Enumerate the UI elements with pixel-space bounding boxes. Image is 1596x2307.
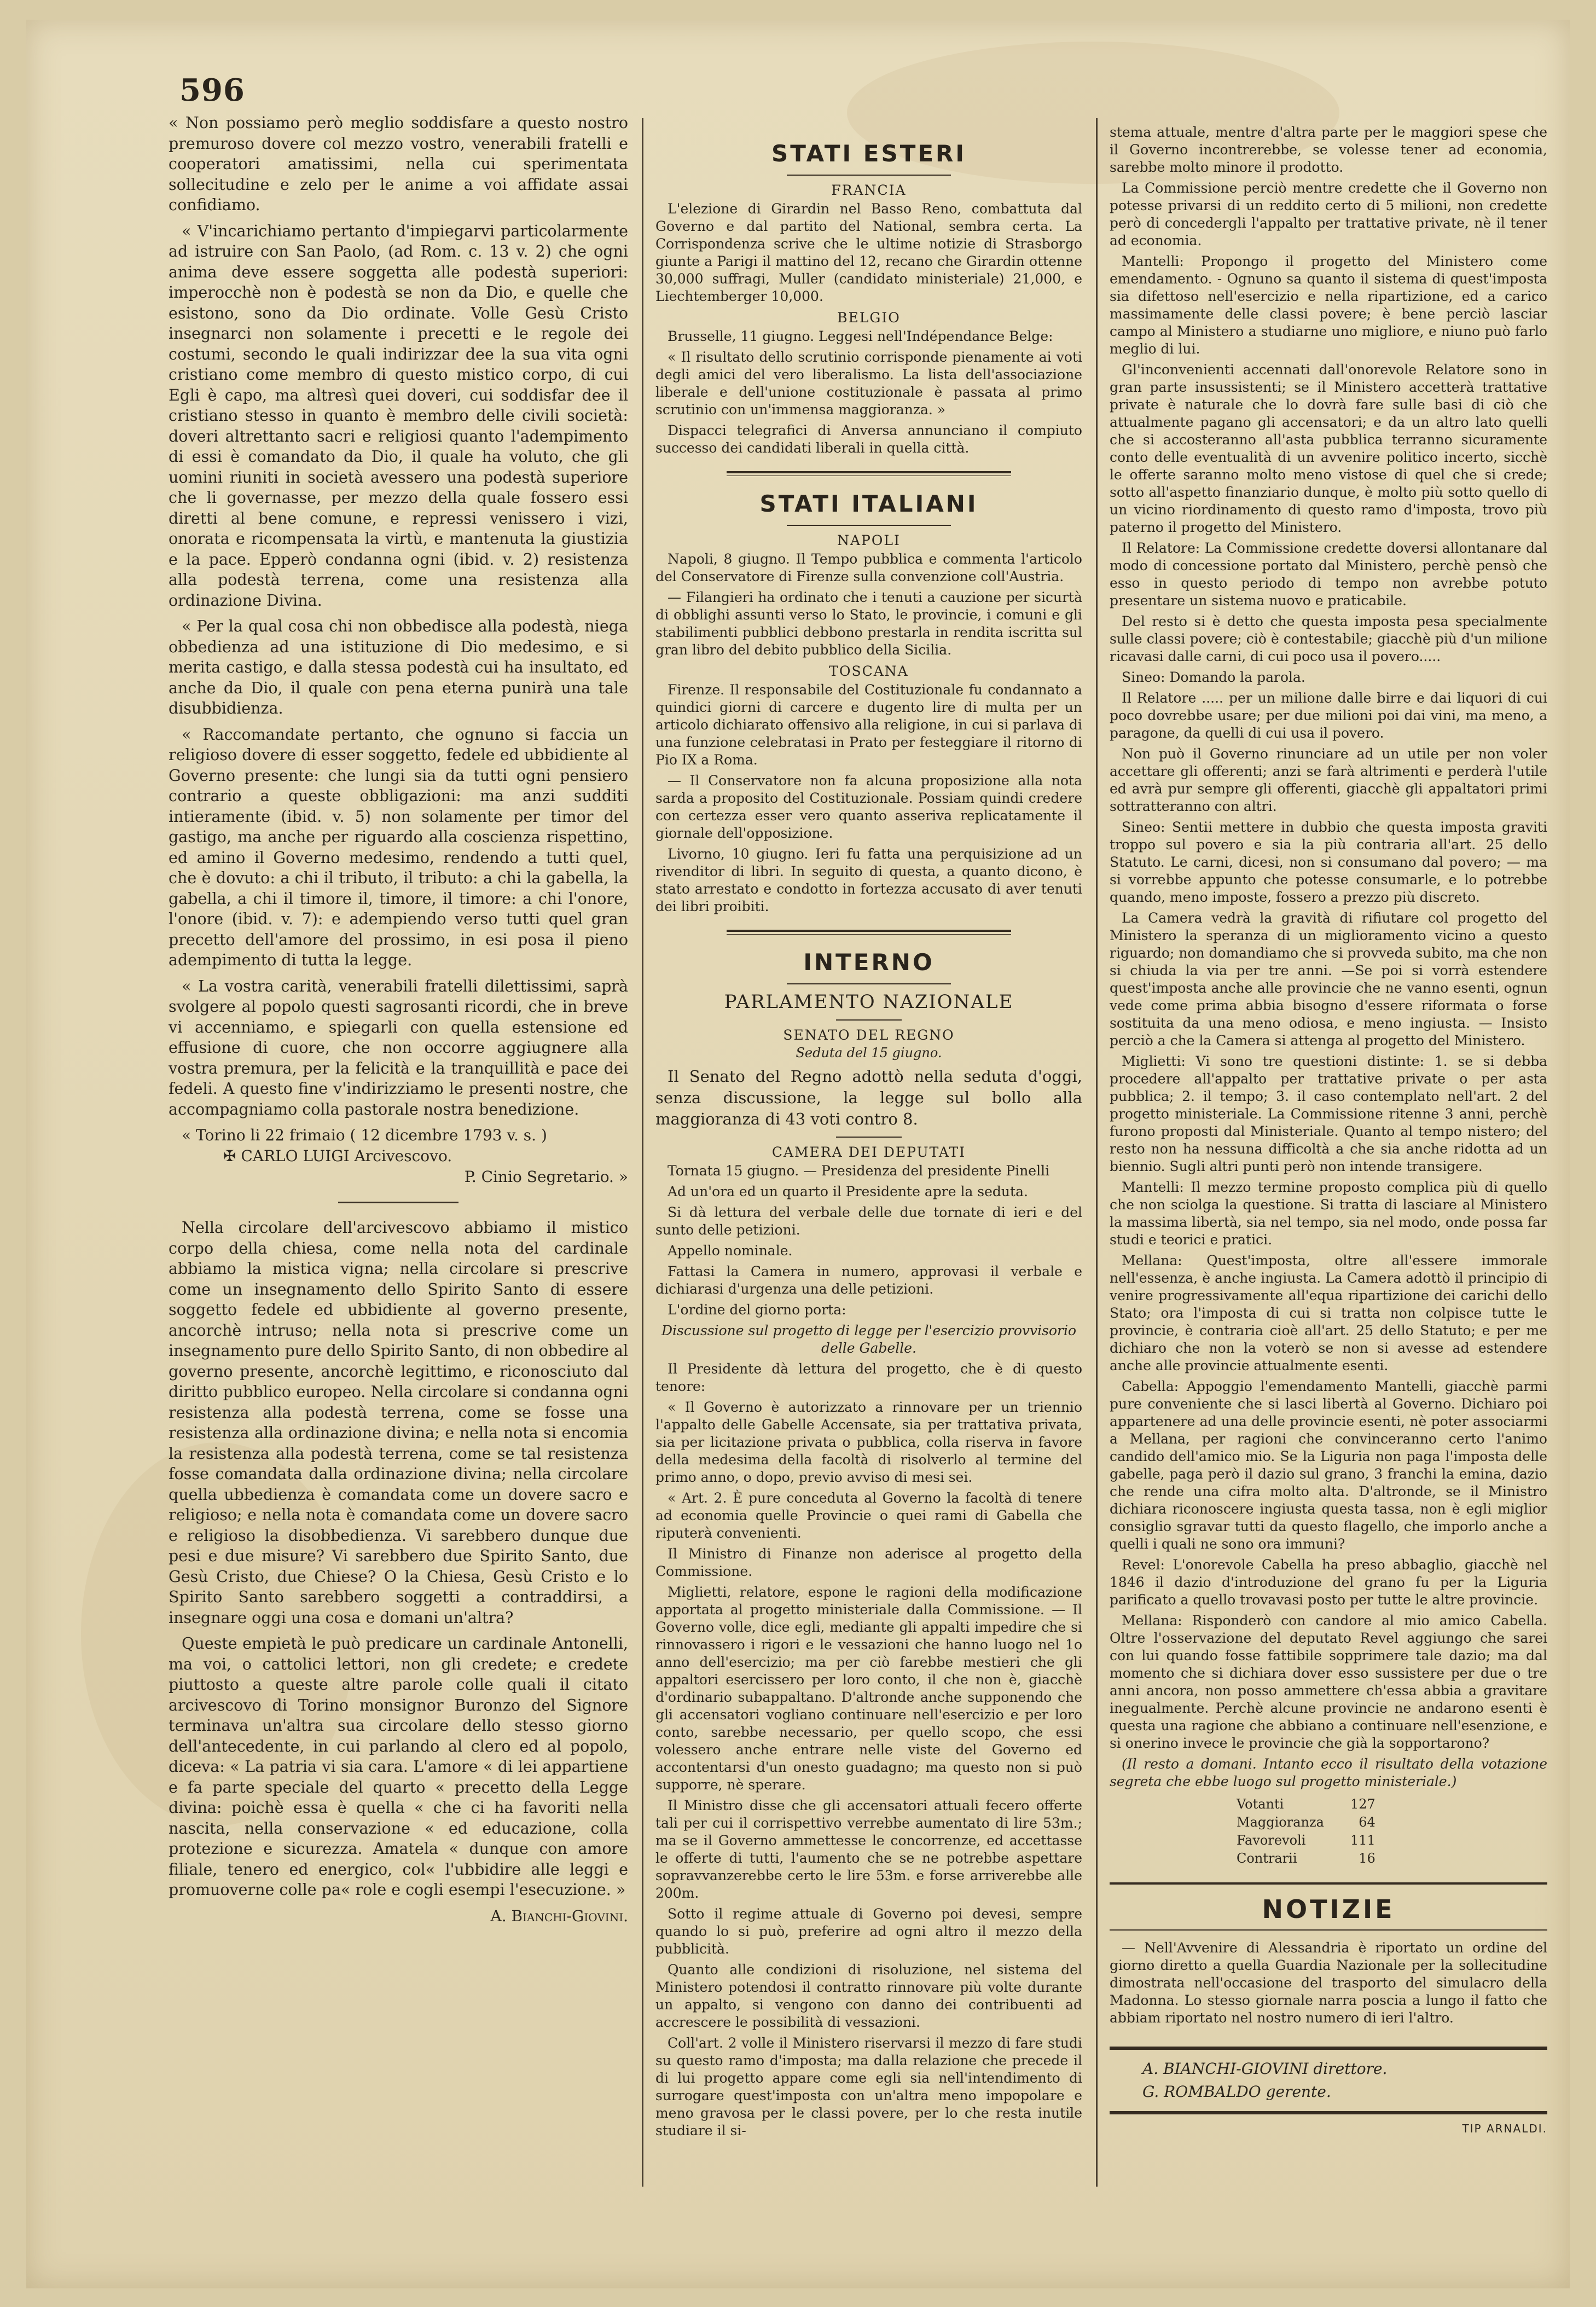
vote-value: 64	[1359, 1815, 1376, 1830]
paragraph: Napoli, 8 giugno. Il Tempo pubblica e commenta l'articolo del Conservatore di Firenze sulla convenzione coll'Austria.	[655, 551, 1082, 584]
column-middle	[655, 124, 1082, 2143]
paragraph: Il Relatore: La Commissione credette doversi allontanare dal modo di concessione portato dal Ministero, perchè pensò che esso in questo periodo di tempo non avrebbe potuto presentare un sistema nuovo e praticabile.	[1110, 540, 1547, 608]
parlamento-heading: PARLAMENTO NAZIONALE	[724, 991, 1014, 1013]
manager: G. ROMBALDO gerente.	[1142, 2083, 1331, 2101]
table-row	[1237, 1850, 1384, 1867]
paragraph: Il Presidente dà lettura del progetto, che è di questo tenore:	[655, 1361, 1082, 1394]
paragraph: Il Relatore ..... per un milione dalle birre e dai liquori di cui poco dovrebbe usare; per due milioni poi dai vini, ma meno, a paragone, da quelli di cui usa il povero.	[1110, 690, 1547, 741]
vote-label: Contrarii	[1237, 1851, 1297, 1866]
paragraph: « Non possiamo però meglio soddisfare a questo nostro premuroso dovere col mezzo vostro, venerabili fratelli e cooperatori amatissimi, nella cui sperimentata sollecitudine e zelo per le anime a voi affidate assai confidiamo.	[169, 114, 628, 214]
paragraph: Del resto si è detto che questa imposta pesa specialmente sulle classi povere; ciò è contestabile; giacchè più d'un milione ricavasi dalle carni, di cui poco usa il povero.....	[1110, 613, 1547, 664]
camera-session: Tornata 15 giugno. — Presidenza del presidente Pinelli	[668, 1163, 1050, 1179]
paragraph: « Art. 2. È pure conceduta al Governo la facoltà di tenere ad economia quelle Provincie o quei rami di Gabella che riputerà convenienti.	[655, 1490, 1082, 1541]
dateline: « Torino li 22 frimaio ( 12 dicembre 1793 v. s. )	[182, 1126, 547, 1144]
paragraph: Revel: L'onorevole Cabella ha preso abbaglio, giacchè nel 1846 il dazio d'introduzione del grano fu per la Liguria parificato a quello trovavasi posto per tutte le altre provincie.	[1110, 1557, 1547, 1608]
paragraph: Il Ministro disse che gli accensatori attuali fecero offerte tali per cui il corrispettivo verrebbe aumentato di lire 53m.; ma se il Governo ammettesse le concorrenze, ed accettasse le offerte di tutti, l'aumento che se ne potrebbe aspettare sopravvanzerebbe certo le lire 53m. e forse arriverebbe alle 200m.	[655, 1798, 1082, 1901]
subhead-belgio: BELGIO	[837, 310, 901, 326]
paragraph: Appello nominale.	[668, 1243, 793, 1259]
column-rule	[1096, 118, 1098, 2187]
table-row	[1237, 1832, 1384, 1849]
divider	[727, 930, 1011, 935]
page-number: 596	[179, 72, 245, 108]
divider	[787, 983, 951, 984]
secretary: P. Cinio Segretario. »	[464, 1168, 628, 1186]
vote-results-table	[1235, 1795, 1385, 1868]
paragraph: stema attuale, mentre d'altra parte per le maggiori spese che il Governo incontrerebbe, se volesse tener ad economia, sarebbe molto minore il prodotto.	[1110, 124, 1547, 175]
column-right	[1110, 124, 1547, 2135]
divider	[836, 1019, 902, 1021]
paragraph: Sineo: Sentii mettere in dubbio che questa imposta graviti troppo sul povero e sia la più contraria all'art. 25 dello Statuto. Le carni, dicesi, non si consumano dal povero; — ma si vorrebbe appunto che potesse consumarle, e lo potrebbe quando, meno imposte, fossero a prezzo più discreto.	[1110, 819, 1547, 905]
paragraph: Livorno, 10 giugno. Ieri fu fatta una perquisizione ad un rivenditor di libri. In seguito di questa, a quanto dicono, è stato arrestato e condotto in fortezza accusato di aver tenuti dei libri proibiti.	[655, 846, 1082, 914]
vote-label: Maggioranza	[1237, 1815, 1324, 1830]
paragraph: — Filangieri ha ordinato che i tenuti a cauzione per sicurtà di obblighi assunti verso lo Stato, le provincie, i comuni e gli stabilimenti pubblici debbono prestarla in rendita iscritta sul gran libro del debito pubblico della Sicilia.	[655, 589, 1082, 658]
subhead-camera: CAMERA DEI DEPUTATI	[771, 1144, 966, 1160]
paragraph: La Camera vedrà la gravità di rifiutare col progetto del Ministero la speranza di un miglioramento vicino a questo riguardo; non domandiamo che si provveda subito, ma che non si chiuda la via per tre anni. —Se poi si vorrà estendere quest'imposta anche alle provincie che ne vanno esenti, ognun vede come prima abbia bisogno d'essere riformata o forse sostituita da una meno odiosa, e meno ingiusta. — Insisto perciò a che la Camera si attenga al progetto del Ministero.	[1110, 910, 1547, 1048]
paragraph: « Per la qual cosa chi non obbedisce alla podestà, niega obbedienza ad una istituzione di Dio medesimo, e si merita castigo, e dalla stessa podestà cui ha insultato, ed anche da Dio, il quale con pena eterna punirà una tale disubbidienza.	[169, 617, 628, 717]
paragraph: Dispacci telegrafici di Anversa annunciano il compiuto successo dei candidati liberali in quella città.	[655, 422, 1082, 456]
paragraph: Mellana: Quest'imposta, oltre all'essere immorale nell'essenza, è anche ingiusta. La Camera adottò il principio di venire progressivamente all'equa ripartizione dei carichi dello Stato; ora l'imposta di cui si tratta non colpisce tutte le provincie, è contraria cioè all'art. 25 dello Statuto; e per me dichiaro che non la voterò se non si avesse ad estendere anche alle provincie attualmente esenti.	[1110, 1253, 1547, 1373]
paragraph: La Commissione perciò mentre credette che il Governo non potesse privarsi di un reddito certo di 5 milioni, non credette però di concedergli l'appalto per trattative private, nè il tener ad economia.	[1110, 180, 1547, 248]
paragraph: — Nell'Avvenire di Alessandria è riportato un ordine del giorno diretto a quella Guardia Nazionale per la sollecitudine dimostrata nell'occasione del trasporto del simulacro della Madonna. Lo stesso giornale narra poscia a lungo il fatto che abbiam riportato nel nostro numero di ieri l'altro.	[1110, 1940, 1547, 2026]
paragraph: Il Senato del Regno adottò nella seduta d'oggi, senza discussione, la legge sul bollo alla maggioranza di 43 voti contro 8.	[655, 1067, 1082, 1128]
paragraph: Queste empietà le può predicare un cardinale Antonelli, ma voi, o cattolici lettori, non gli credete; e credete piuttosto a queste altre parole colle quali il citato arcivescovo di Torino monsignor Buronzo del Signore terminava un'altra sua circolare dello stesso giorno dell'antecedente, in cui parlando al clero ed al popolo, diceva: « La patria vi sia cara. L'amore « di lei appartiene e fa parte speciale del quarto « precetto della Legge divina: poichè essa è quella « che ci ha favoriti nella nascita, nella conservazione « ed educazione, colla protezione e sicurezza. Amatela « dunque con amore filiale, tenero ed energico, col« l'ubbidire alle leggi e promuoverne colle pa« role e cogli esempi l'esecuzione. »	[169, 1634, 628, 1899]
table-row	[1237, 1796, 1384, 1813]
subhead-senato: SENATO DEL REGNO	[783, 1027, 955, 1043]
section-heading-interno: INTERNO	[803, 949, 935, 976]
divider	[787, 525, 951, 526]
vote-value: 127	[1350, 1796, 1376, 1812]
section-heading-esteri: STATI ESTERI	[771, 140, 967, 167]
vote-label: Favorevoli	[1237, 1833, 1306, 1848]
paragraph: Sineo: Domando la parola.	[1122, 669, 1305, 685]
paragraph: Miglietti: Vi sono tre questioni distinte: 1. se si debba procedere all'appalto per trattative private o per asta pubblica; 2. il tempo; 3. il caso contemplato nell'art. 2 del progetto ministeriale. La Commissione ritenne 3 anni, perchè furono proposti dal Ministeriale. Quanto al tempo nistero; del resto non ha nessuna difficoltà a che sia anche ridotta ad un biennio. Sugli altri punti però non intende transigere.	[1110, 1053, 1547, 1174]
subhead-napoli: NAPOLI	[837, 532, 901, 548]
vote-intro: (Il resto a domani. Intanto ecco il risultato della votazione segreta che ebbe luogo sul progetto ministeriale.)	[1110, 1756, 1547, 1789]
paragraph: L'elezione di Girardin nel Basso Reno, combattuta dal Governo e dal partito del National, sembra certa. La Corrispondenza scrive che le ultime notizie di Strasborgo giunte a Parigi il mattino del 12, recano che Girardin ottenne 30,000 suffragi, Muller (candidato ministeriale) 21,000, e Liechtemberger 10,000.	[655, 201, 1082, 304]
vote-value: 111	[1350, 1833, 1376, 1848]
paragraph: L'ordine del giorno porta:	[668, 1302, 846, 1318]
paragraph: Cabella: Appoggio l'emendamento Mantelli, giacchè parmi pure conveniente che si lasci libertà al Governo. Dichiaro poi appartenere ad una delle provincie esenti, nè poter associarmi a Mellana, per ragioni che convinceranno certo l'animo candido dell'amico mio. Se la Liguria non paga l'imposta delle gabelle, paga però il dazio sul grano, 3 franchi la emina, dazio che rende una cifra molto alta. D'altronde, se il Ministro dichiara riconoscere ingiusta questa tassa, non è egli miglior consiglio sgravar tutti da questo flagello, che imporlo anche a quelli i quali ne sono ora immuni?	[1110, 1378, 1547, 1552]
column-rule	[642, 118, 643, 2187]
paragraph: « V'incarichiamo pertanto d'impiegarvi particolarmente ad istruire con San Paolo, (ad Rom. c. 13 v. 2) che ogni anima deve essere soggetta alle podestà superiori: imperocchè non è podestà se non da Dio, e quelle che esistono, sono da Dio ordinate. Volle Gesù Cristo insegnarci non solamente i precetti e le regole dei costumi, secondo le quali indirizzar dee la sua vita ogni cristiano come membro di questo mistico corpo, di cui Egli è capo, ma altresì quei doveri, cui soddisfar dee il cristiano stesso in quanto è membro delle civili società: doveri altrettanto sacri e religiosi quanto l'adempimento di essi è comandato da Dio, il quale ha voluto, che gli uomini riuniti in società avessero una podestà superiore che li governasse, per mezzo della quale fossero essi diretti al bene comune, e repressi venissero i vizi, onorata e ricompensata la virtù, e mantenuta la giustizia e la pace. Epperò condanna ogni (ibid. v. 2) resistenza alla podestà terrena, come una resistenza alla ordinazione Divina.	[169, 222, 628, 610]
author: A. Bianchi-Giovini.	[490, 1906, 628, 1925]
paragraph: Mantelli: Il mezzo termine proposto complica più di quello che non sciolga la questione. Si tratta di lasciare al Ministero la massima libertà, sia nel tempo, sia nel modo, onde possa far studi e teorici e pratici.	[1110, 1179, 1547, 1248]
director: A. BIANCHI-GIOVINI direttore.	[1142, 2060, 1388, 2078]
divider	[727, 471, 1011, 476]
senato-session: Seduta del 15 giugno.	[796, 1045, 942, 1060]
signer: ✠ CARLO LUIGI Arcivescovo.	[223, 1147, 452, 1165]
paragraph: Discussione sul progetto di legge per l'esercizio provvisorio delle Gabelle.	[661, 1323, 1076, 1356]
paragraph: Nella circolare dell'arcivescovo abbiamo il mistico corpo della chiesa, come nella nota del cardinale abbiamo la mistica vigna; nella circolare si prescrive come un insegnamento dello Spirito Santo di essere soggetto fedele ed ubbidiente al governo presente, ancorchè intruso; nella nota si prescrive come un insegnamento pure dello Spirito Santo, di non obbedire al governo presente, ancorchè legittimo, e riconosciuto dal diritto pubblico europeo. Nella circolare si condanna ogni resistenza alla podestà terrena, come se fosse una resistenza alla ordinazione divina; e nella nota si encomia la resistenza alla podestà terrena, come se tal resistenza fosse comandata dalla ordinazione divina; nella circolare quella ubbedienza è comandata come un dovere sacro e religioso; e nella nota è comandata come un dovere sacro e religioso la disobbedienza. Vi sarebbero dunque due pesi e due misure? Vi sarebbero due Spirito Santo, due Gesù Cristo, due Chiese? O la Chiesa, Gesù Cristo e lo Spirito Santo sarebbero soggetti a contraddirsi, a insegnare oggi una cosa e domani un'altra?	[169, 1219, 628, 1627]
divider	[787, 175, 951, 176]
paragraph: Mantelli: Propongo il progetto del Ministero come emendamento. - Ognuno sa quanto il sistema di quest'imposta sia difettoso nell'esercizio e nella ripartizione, ed a carico massimamente delle classi povere; è bene perciò lasciar campo al Ministero a studiarne uno migliore, e niuno può farlo meglio di lui.	[1110, 253, 1547, 357]
masthead-signatures	[1110, 2047, 1547, 2114]
paragraph: Fattasi la Camera in numero, approvasi il verbale e dichiarasi d'urgenza una delle petizioni.	[655, 1263, 1082, 1297]
section-heading-italiani: STATI ITALIANI	[759, 490, 978, 517]
paragraph: « Il risultato dello scrutinio corrisponde pienamente ai voti degli amici del vero liberalismo. La lista dell'associazione liberale e dell'unione costituzionale è passata al primo scrutinio con un'immensa maggioranza. »	[655, 349, 1082, 418]
printer: TIP ARNALDI.	[1462, 2122, 1547, 2135]
column-left	[169, 113, 628, 1927]
paragraph: « La vostra carità, venerabili fratelli dilettissimi, saprà svolgere al popolo questi sagrosanti ricordi, che in breve vi accenniamo, e spiegarli con quella estensione ed effusione di cuore, che non occorre aggiugnere alla vostra premura, per la felicità e la tranquillità e pace dei fedeli. A questo fine v'indirizziamo le presenti nostre, che accompagniamo colla pastorale nostra benedizione.	[169, 977, 628, 1118]
notizie-section	[1110, 1882, 1547, 1931]
notizie-heading: NOTIZIE	[1262, 1894, 1395, 1924]
paragraph: — Il Conservatore non fa alcuna proposizione alla nota sarda a proposito del Costituzionale. Possiam quindi credere con certezza esser vero quanto asseriva replicatamente il giornale dell'opposizione.	[655, 773, 1082, 841]
paragraph: Miglietti, relatore, espone le ragioni della modificazione apportata al progetto ministeriale dalla Commissione. — Il Governo volle, dice egli, mediante gli appalti impedire che si rinnovassero i rigori e le vessazioni che hanno luogo nel 1o anno dell'esercizio; ma per ciò farebbe mestieri che gli appaltori esercissero per loro conto, il che non è, giacchè d'ordinario subappaltano. D'altronde anche supponendo che gli accensatori vogliano continuare nell'esercizio e per loro conto, sarebbe necessario, per quello scopo, che essi volessero anche entrare nelle viste del Governo ed accontentarsi d'un onesto guadagno; ma questo non si può supporre, nè sperare.	[655, 1584, 1082, 1793]
paragraph: Gl'inconvenienti accennati dall'onorevole Relatore sono in gran parte insussistenti; se il Ministero accetterà trattative private è naturale che lo dovrà fare sulle basi di ciò che attualmente pagano gli accensatori; e da un altro lato quelli che si accosteranno all'asta pubblica terranno sicuramente conto delle eventualità di un avvenire politico incerto, sicchè le offerte saranno molto meno vistose di quel che si crede; sotto all'aspetto finanziario dunque, è molto più sotto quello di un vicino riordinamento di questo ramo d'imposta, trovo più paterno il progetto del Ministero.	[1110, 362, 1547, 535]
paragraph: Coll'art. 2 volle il Ministero riservarsi il mezzo di fare studi su questo ramo d'imposta; ma dalla relazione che precede il di lui progetto appare come egli sia nell'intendimento di surrogare quest'imposta con un'altra meno impopolare e meno gravosa per le classi povere, per lo che resta inutile studiare il si-	[655, 2035, 1082, 2138]
vote-value: 16	[1359, 1851, 1376, 1866]
divider	[836, 1137, 902, 1138]
paragraph: « Il Governo è autorizzato a rinnovare per un triennio l'appalto delle Gabelle Accensate, sia per trattativa privata, sia per licitazione privata o pubblica, colla riserva in favore della medesima della facoltà di risolverlo al termine del primo anno, o dopo, previo avviso di mesi sei.	[655, 1399, 1082, 1485]
table-row	[1237, 1814, 1384, 1831]
paragraph: Il Ministro di Finanze non aderisce al progetto della Commissione.	[655, 1546, 1082, 1579]
paragraph: Firenze. Il responsabile del Costituzionale fu condannato a quindici giorni di carcere e dugento lire di multa per un articolo dichiarato offensivo alla religione, in cui si parlava di una funzione celebratasi in Prato per festeggiare il ritorno di Pio IX a Roma.	[655, 682, 1082, 768]
paragraph: Mellana: Risponderò con candore al mio amico Cabella. Oltre l'osservazione del deputato Revel aggiungo che sarei con lui quando fosse fattibile sopprimere tale dazio; ma dal momento che si dichiara dover esso sussistere per due o tre anni ancora, non posso ammettere ch'essa abbia a gravitare inegualmente. Perchè alcune provincie ne andarono esenti è questa una ragione che abbiano a continuare nell'esenzione, e si onerino invece le provincie che già la sopportarono?	[1110, 1613, 1547, 1751]
paragraph: Si dà lettura del verbale delle due tornate di ieri e del sunto delle petizioni.	[655, 1204, 1082, 1238]
paragraph: Non può il Governo rinunciare ad un utile per non voler accettare gli offerenti; anzi se farà altrimenti e perderà l'utile ed avrà pur sempre gli offerenti, giacchè gli appaltatori primi sottratteranno con altri.	[1110, 746, 1547, 814]
paragraph: Ad un'ora ed un quarto il Presidente apre la seduta.	[668, 1184, 1028, 1199]
newspaper-page	[26, 20, 1570, 2288]
paragraph: Quanto alle condizioni di risoluzione, nel sistema del Ministero potendosi il contratto rinnovare più volte durante un appalto, si vengono con danno dei contribuenti ad accrescere le possibilità di vessazioni.	[655, 1962, 1082, 2030]
paragraph: « Raccomandate pertanto, che ognuno si faccia un religioso dovere di esser soggetto, fedele ed ubbidiente al Governo presente: che lungi sia da tutti ogni pensiero contrario a queste obbligazioni: ma anzi sudditi intieramente (ibid. v. 5) non solamente per timor del gastigo, ma anche per riguardo alla coscienza rispettino, ed amino il Governo medesimo, rendendo a tutti quel, che è dovuto: a chi il tributo, il tributo: a chi la gabella, la gabella, a chi il timore il, timore, il timore: a chi l'onore, l'onore (ibid. v. 7): e adempiendo verso tutti quel gran precetto dell'amore del prossimo, in esi posa il pieno adempimento di tutta la legge.	[169, 725, 628, 969]
paragraph: Brusselle, 11 giugno. Leggesi nell'Indépendance Belge:	[668, 328, 1053, 344]
subhead-francia: FRANCIA	[831, 182, 907, 198]
vote-label: Votanti	[1237, 1796, 1284, 1812]
subhead-toscana: TOSCANA	[829, 663, 909, 679]
divider	[338, 1202, 459, 1203]
paragraph: Sotto il regime attuale di Governo poi devesi, sempre quando lo si può, preferire ad ogni altro il mezzo della pubblicità.	[655, 1906, 1082, 1957]
